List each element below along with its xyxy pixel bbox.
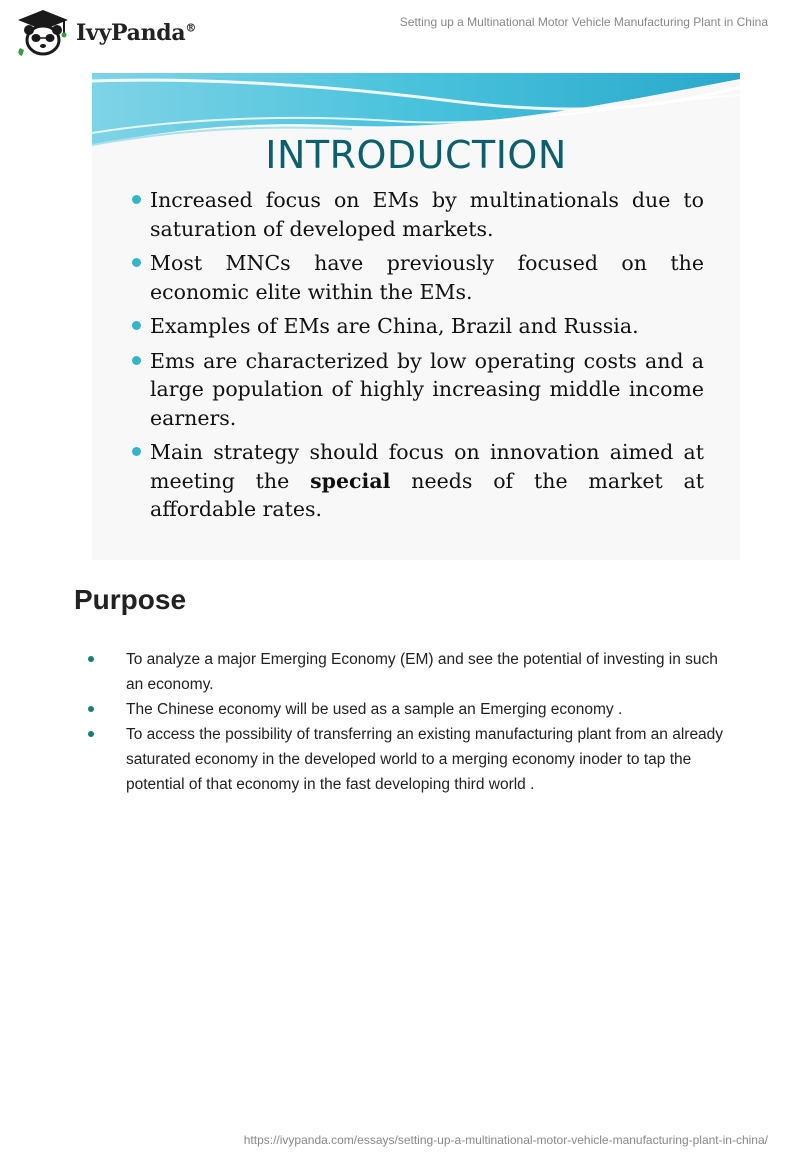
slide-bullet: Main strategy should focus on innovation aimed at meeting the special needs of the market at affordable rates.: [132, 438, 704, 524]
list-item: To access the possibility of transferring an existing manufacturing plant from an already saturated economy in the developed world to a merging economy inoder to tap the potential of that economy in the fast developing third world .: [86, 722, 726, 797]
introduction-slide-image: [92, 73, 740, 560]
slide-bullet: Most MNCs have previously focused on the economic elite within the EMs.: [132, 249, 704, 306]
bullet-dot-icon: [88, 706, 94, 712]
purpose-list: [86, 647, 726, 797]
bullet-dot-icon: [132, 447, 141, 456]
bullet-dot-icon: [88, 656, 94, 662]
brand-name: IvyPanda®: [76, 20, 197, 46]
source-url-link[interactable]: https://ivypanda.com/essays/setting-up-a-multinational-motor-vehicle-manufacturing-plant-in-china/: [243, 1133, 768, 1147]
bullet-dot-icon: [132, 195, 141, 204]
bullet-dot-icon: [88, 731, 94, 737]
bullet-dot-icon: [132, 356, 141, 365]
ivypanda-logo[interactable]: [14, 8, 196, 58]
list-item: The Chinese economy will be used as a sample an Emerging economy .: [86, 697, 726, 722]
slide-bullet: Increased focus on EMs by multinationals due to saturation of developed markets.: [132, 186, 704, 243]
list-item: To analyze a major Emerging Economy (EM) and see the potential of investing in such an economy.: [86, 647, 726, 697]
purpose-heading: Purpose: [74, 584, 187, 615]
page-header: [0, 0, 800, 60]
bullet-dot-icon: [132, 321, 141, 330]
panda-graduate-icon: [14, 8, 72, 58]
bullet-dot-icon: [132, 258, 141, 267]
document-title: Setting up a Multinational Motor Vehicle Manufacturing Plant in China: [399, 15, 768, 29]
slide-bullet: Ems are characterized by low operating costs and a large population of highly increasing middle income earners.: [132, 347, 704, 433]
slide-bullet-list: [132, 186, 704, 530]
slide-bullet: Examples of EMs are China, Brazil and Russia.: [132, 312, 704, 341]
slide-title: INTRODUCTION: [265, 133, 567, 177]
